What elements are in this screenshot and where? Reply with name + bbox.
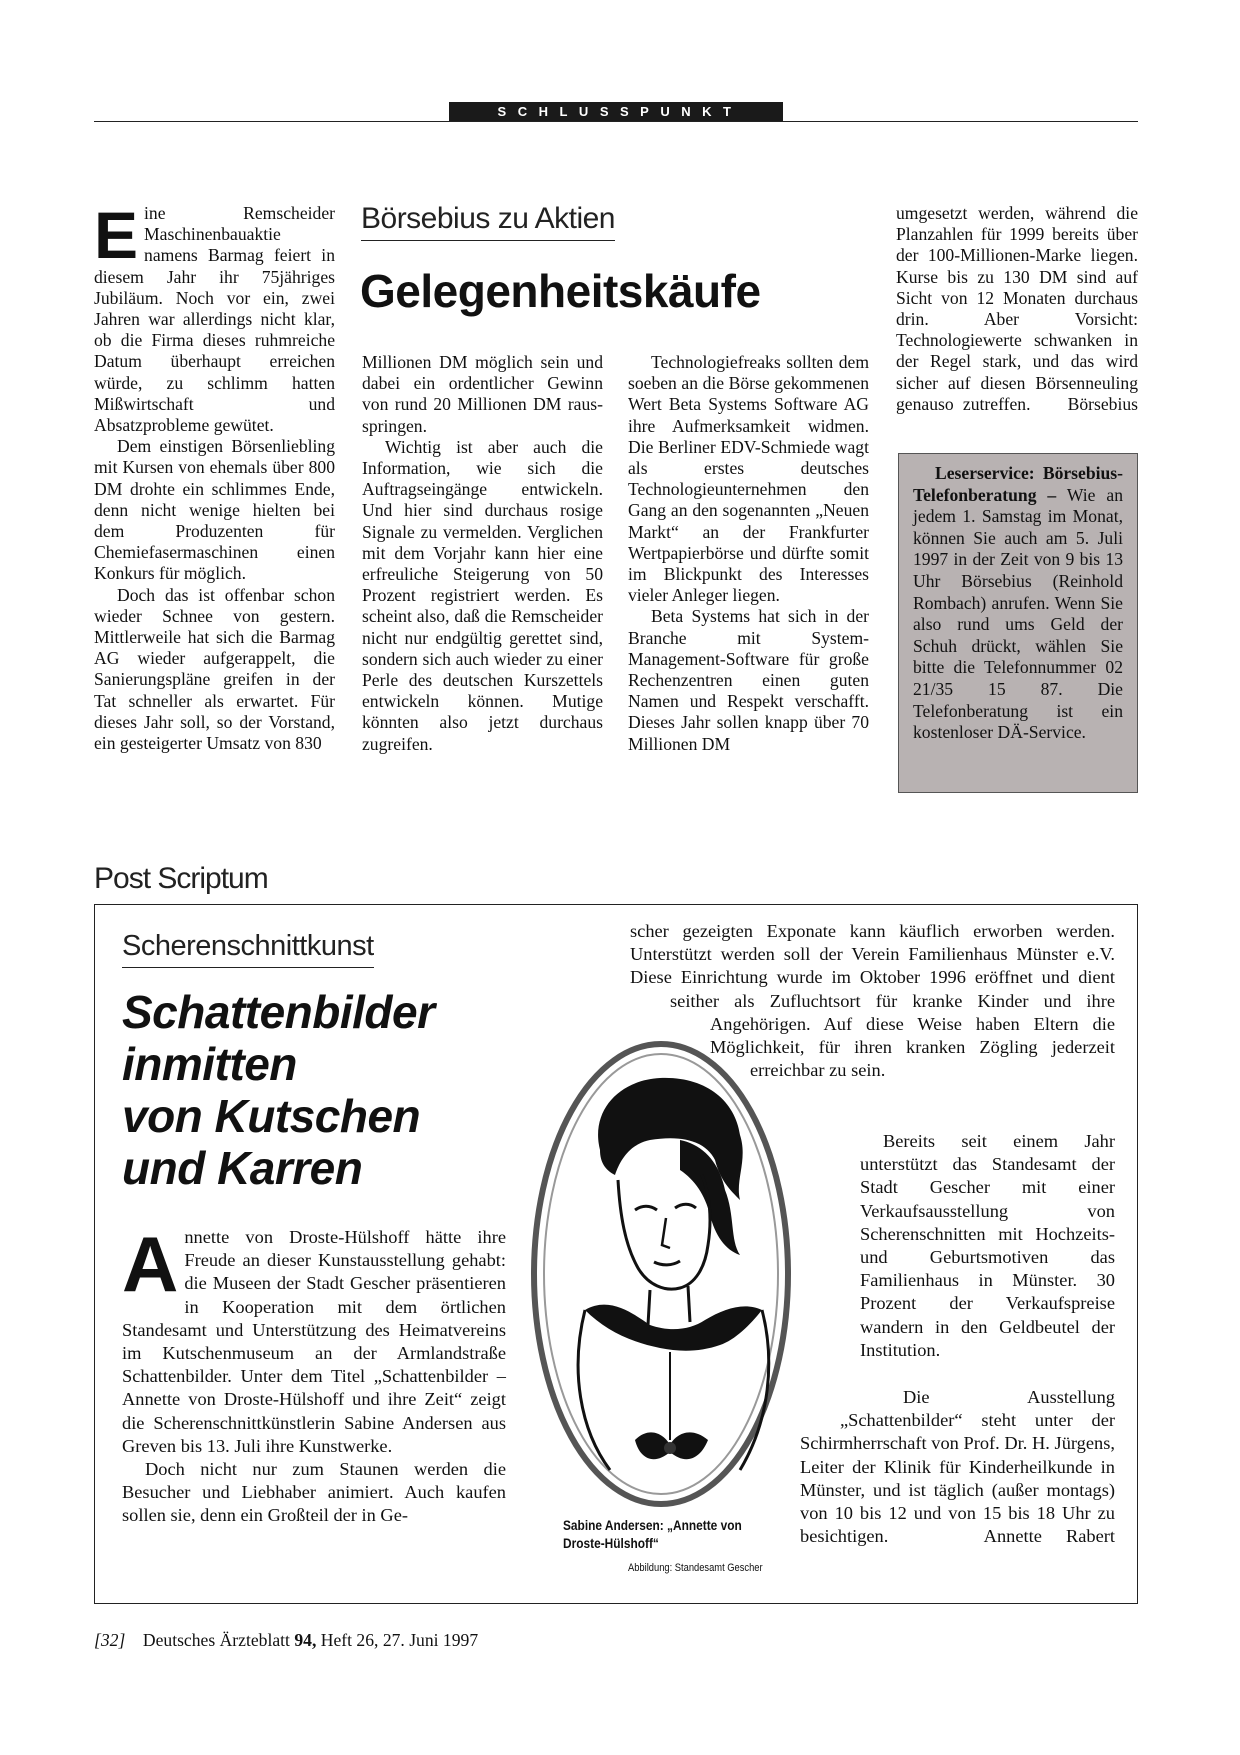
paragraph: ine Remscheider Maschinenbauaktie namens Barmag feiert in diesem Jahr ihr 75jähriges Jubiläum. Noch vor ein, zwei Jahren war allerdings nicht klar, ob die Firma dieses ruhmreiche Datum überhaupt erreichen würde, zu schlimm hatten Mißwirtschaft und Absatzprobleme gewütet. — [94, 203, 335, 436]
ps-kicker: Scherenschnittkunst — [122, 930, 374, 968]
headline-line: inmitten — [122, 1038, 297, 1090]
paragraph: Wichtig ist aber auch die Information, wie sich die Auftragseingänge entwickeln. Und hier sind durchaus rosige Signale zu vermelden. Verglichen mit dem Vorjahr kann hier eine erfreuliche Steigerung von 50 Prozent registriert werden. Es scheint also, daß die Remscheider nicht nur endgültig gerettet sind, sondern sich auch wieder zu einer Perle des deutschen Kurszettels entwickeln können. Mutige könnten also jetzt durchaus zugreifen. — [362, 436, 603, 754]
headline-line: von Kutschen — [122, 1090, 421, 1142]
paragraph: Bereits seit einem Jahr unterstützt das Standesamt der Stadt Gescher mit einer Verkaufsausstellung von Scherenschnitten mit Hochzeits- und Geburtsmotiven das Familienhaus in Münster. 30 Prozent der Verkaufspreise wandern in den Geldbeutel der Institution. — [860, 1131, 1115, 1360]
article1-column-3 — [628, 352, 869, 755]
headline-line: und Karren — [122, 1142, 363, 1194]
image-caption: Sabine Andersen: „Annette von Droste-Hülshoff“ — [563, 1517, 742, 1551]
journal-name: Deutsches Ärzteblatt — [142, 1630, 290, 1650]
paragraph: Doch nicht nur zum Staunen werden die Besucher und Liebhaber animiert. Auch kaufen sollen sie, denn ein Großteil der in Ge- — [122, 1459, 506, 1526]
ps-author: Annette Rabert — [983, 1526, 1115, 1547]
paragraph: umgesetzt werden, während die Planzahlen für 1999 bereits über der 100-Millionen-Marke liegen. Kurse bis zu 130 DM sind auf Sicht von 12 Monaten durchaus drin. Aber Vorsicht: Technologiewerte schwanken in der Regel stark, und das wird sicher auf diesen Börsenneuling genauso zutreffen. — [896, 203, 1138, 414]
journal-volume: 94, — [294, 1630, 317, 1650]
header-rule — [94, 121, 1138, 122]
ps-right-bottom — [800, 1386, 1115, 1548]
paragraph: Die Ausstellung „Schattenbilder“ steht unter der Schirmherrschaft von Prof. Dr. H. Jürgens, Leiter der Klinik für Kinderheilkunde in Münster, und ist täglich (außer montags) von 10 bis 12 und von 15 bis 18 Uhr zu besichtigen. — [800, 1387, 1115, 1547]
paragraph: Doch das ist offenbar schon wieder Schnee von gestern. Mittlerweile hat sich die Barmag AG wieder aufgerappelt, die Sanierungspläne greifen in der Tat schneller als erwartet. Für dieses Jahr soll, so der Vorstand, ein gesteigerter Umsatz von 830 — [94, 584, 335, 754]
article1-column-2 — [362, 352, 603, 755]
ps-right-middle — [860, 1130, 1115, 1362]
infobox-text: Wie an jedem 1. Samstag im Monat, können Sie auch am 5. Juli 1997 in der Zeit von 9 bis 13 Uhr Börsebius (Reinhold Rombach) anrufen. Wenn Sie also rund ums Geld der Schuh drückt, wählen Sie bitte die Telefonnummer 02 21/35 15 87. Die Telefonberatung ist ein kostenloser DÄ-Service. — [913, 484, 1123, 743]
paragraph: Technologiefreaks sollten dem soeben an die Börse gekommenen Wert Beta Systems Software AG ihre Aufmerksamkeit widmen. Die Berliner EDV-Schmiede wagt als erstes deutsches Technologieunternehmen den Gang an den sogenannten „Neuen Markt“ an der Frankfurter Wertpapierbörse und dürfte somit im Blickpunkt des Interesses vieler Anleger liegen. — [628, 352, 869, 606]
paragraph: scher gezeigten Exponate kann käuflich erworben werden. Unterstützt werden soll der Verein Familienhaus Münster e.V. Diese Einrichtung wurde im Oktober 1996 eröffnet und dient seither als Zufluchtsort für kranke Kinder und ihre Angehörigen. Auf diese Weise haben Eltern die Möglichkeit, für ihren kranken Zögling jederzeit erreichbar zu sein. — [630, 921, 1115, 1081]
page-number: [32] — [94, 1630, 126, 1650]
paragraph: nnette von Droste-Hülshoff hätte ihre Freude an dieser Kunstausstellung gehabt: die Museen der Stadt Gescher präsentieren in Kooperation mit dem örtlichen Standesamt und Unterstützung des Heimatvereins im Kutschenmuseum an der Armlandstraße Schattenbilder. Unter dem Titel „Schattenbilder – Annette von Droste-Hülshoff und ihre Zeit“ zeigt die Scherenschnittkünstlerin Sabine Andersen aus Greven bis 13. Juli ihre Kunstwerke. — [122, 1227, 506, 1456]
leserservice-infobox — [898, 453, 1138, 793]
paragraph: Dem einstigen Börsenliebling mit Kursen von ehemals über 800 DM drohte ein schlimmes Ende, denn nicht wenige hielten bei dem Produzenten für Chemiefasermaschinen einen Konkurs für möglich. — [94, 436, 335, 584]
journal-issue: Heft 26, 27. Juni 1997 — [320, 1630, 479, 1650]
article1-kicker: Börsebius zu Aktien — [361, 202, 615, 241]
ps-left-column — [122, 1220, 506, 1528]
headline-line: Schattenbilder — [122, 986, 435, 1038]
paragraph: Beta Systems hat sich in der Branche mit System-Management-Software für große Rechenzentren einen guten Namen und Respekt verschafft. Dieses Jahr sollen knapp über 70 Millionen DM — [628, 606, 869, 754]
article1-column-4 — [896, 203, 1138, 415]
dropcap-a: A — [122, 1220, 179, 1308]
article1-author: Börsebius — [1067, 393, 1138, 414]
silhouette-portrait-image — [530, 1040, 792, 1508]
article1-headline: Gelegenheitskäufe — [360, 265, 761, 317]
dropcap-e: E — [94, 198, 139, 272]
page-footer — [94, 1630, 478, 1651]
ps-headline — [122, 986, 435, 1194]
infobox-lead: Leserservice: Börsebius-Telefonberatung – — [913, 463, 1123, 505]
article1-column-1 — [94, 198, 335, 754]
post-scriptum-title: Post Scriptum — [94, 862, 268, 895]
image-credit: Abbildung: Standesamt Gescher — [628, 1562, 763, 1574]
paragraph: Millionen DM möglich sein und dabei ein ordentlicher Gewinn von rund 20 Millionen DM rausspringen. — [362, 352, 603, 436]
section-label: SCHLUSSPUNKT — [449, 102, 783, 122]
